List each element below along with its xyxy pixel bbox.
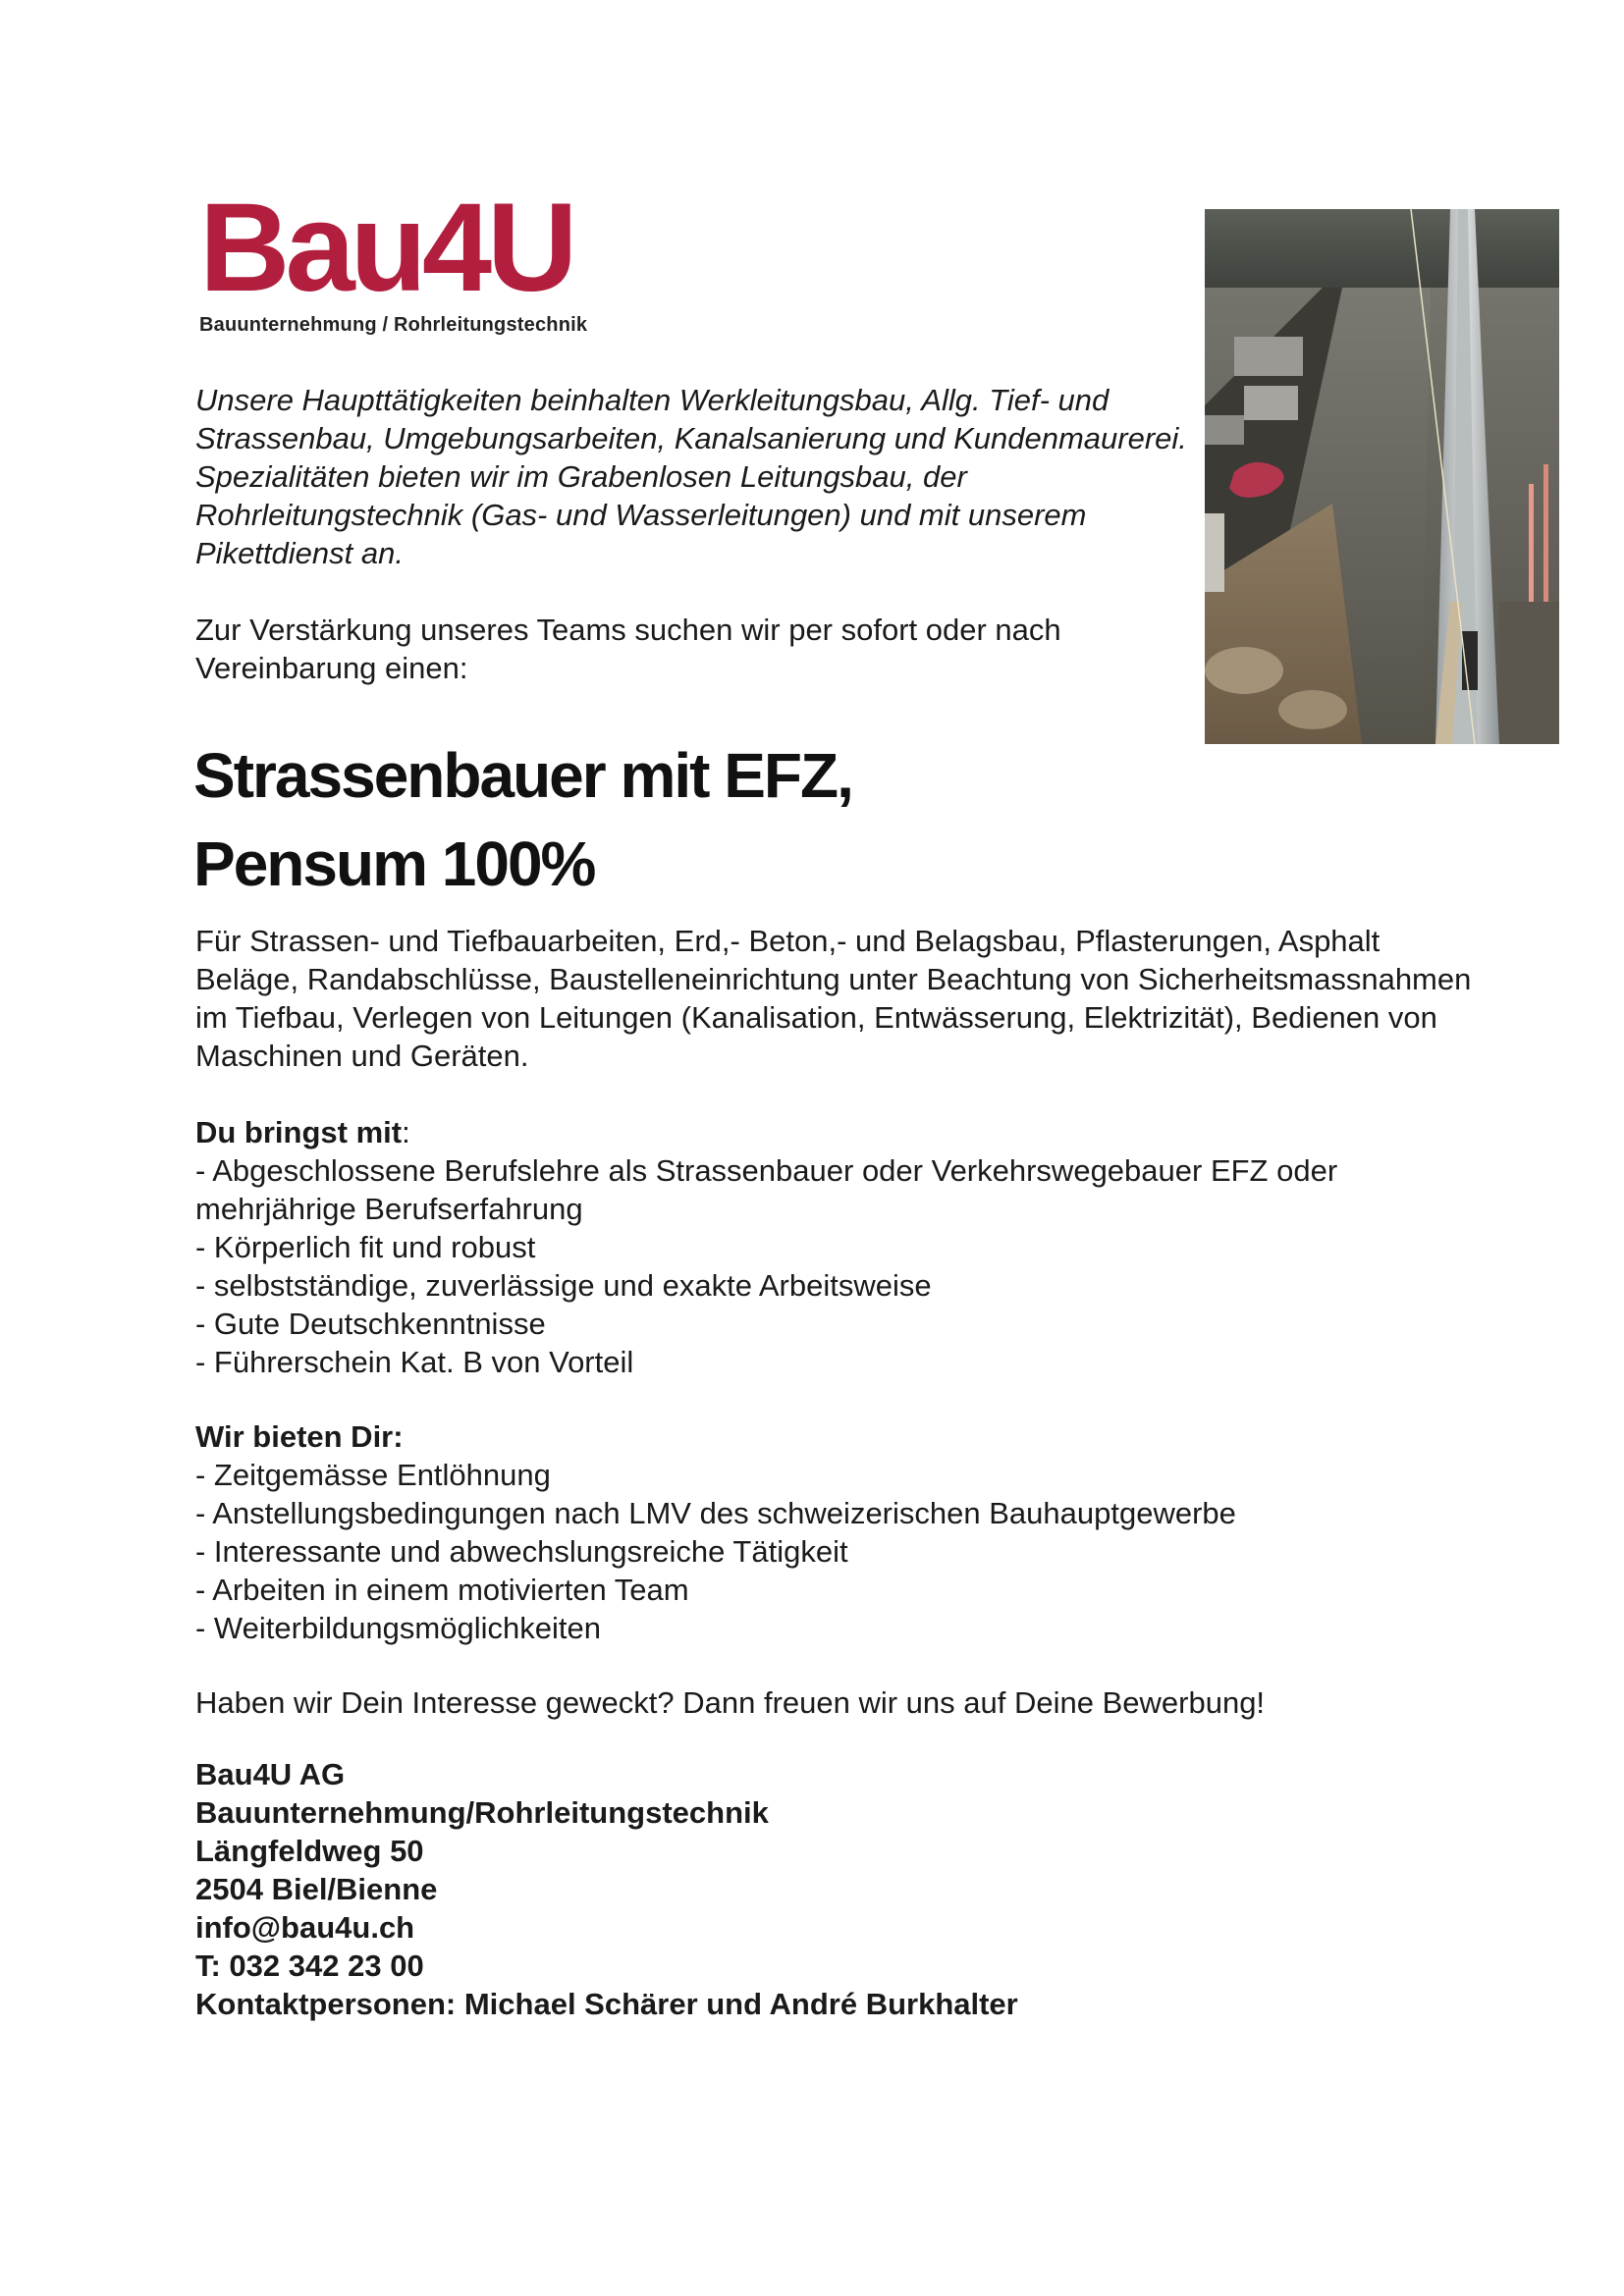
contact-street: Längfeldweg 50 (195, 1834, 424, 1868)
contact-block (195, 1755, 1472, 2023)
offer-list (195, 1456, 1472, 1647)
list-item: - Interessante und abwechslungsreiche Tätigkeit (195, 1534, 848, 1569)
construction-site-photo (1205, 209, 1559, 744)
company-logo (199, 178, 641, 337)
closing-text: Haben wir Dein Interesse geweckt? Dann freuen wir uns auf Deine Bewerbung! (195, 1685, 1266, 1720)
hiring-call: Zur Verstärkung unseres Teams suchen wir per sofort oder nach Vereinbarung einen: (195, 613, 1061, 685)
contact-company: Bau4U AG (195, 1757, 346, 1791)
list-item: - selbstständige, zuverlässige und exakte Arbeitsweise (195, 1268, 932, 1303)
job-title (193, 731, 1470, 908)
offer-section (195, 1417, 1472, 1647)
logo-wordmark: Bau4U (199, 178, 573, 318)
list-item: - Führerschein Kat. B von Vorteil (195, 1345, 634, 1379)
contact-division: Bauunternehmung/Rohrleitungstechnik (195, 1795, 769, 1830)
requirements-list (195, 1151, 1472, 1381)
logo-tagline: Bauunternehmung / Rohrleitungstechnik (199, 314, 588, 336)
contact-persons: Kontaktpersonen: Michael Schärer und André Burkhalter (195, 1987, 1018, 2021)
list-item: - Zeitgemässe Entlöhnung (195, 1458, 551, 1492)
list-item: - Abgeschlossene Berufslehre als Strassenbauer oder Verkehrswegebauer EFZ oder mehrjährige Berufserfahrung (195, 1153, 1338, 1226)
contact-email-link[interactable]: info@bau4u.ch (195, 1910, 415, 1945)
list-item: - Arbeiten in einem motivierten Team (195, 1573, 689, 1607)
requirements-colon: : (402, 1115, 410, 1149)
requirements-heading: Du bringst mit (195, 1115, 403, 1149)
list-item: - Körperlich fit und robust (195, 1230, 536, 1264)
company-intro: Unsere Haupttätigkeiten beinhalten Werkleitungsbau, Allg. Tief- und Strassenbau, Umgebungsarbeiten, Kanalsanierung und Kundenmaurerei. Spezialitäten bieten wir im Grabenlosen Leitungsbau, der Rohrleitungstechnik (Gas- und Wasserleitungen) und mit unserem Pikettdienst an. (195, 383, 1187, 570)
offer-heading: Wir bieten Dir: (195, 1419, 404, 1454)
job-description: Für Strassen- und Tiefbauarbeiten, Erd,- Beton,- und Belagsbau, Pflasterungen, Asphalt Beläge, Randabschlüsse, Baustelleneinrichtung unter Beachtung von Sicherheitsmassnahmen im Tiefbau, Verlegen von Leitungen (Kanalisation, Entwässerung, Elektrizität), Bedienen von Maschinen und Geräten. (195, 924, 1472, 1073)
requirements-section (195, 1113, 1472, 1381)
contact-city: 2504 Biel/Bienne (195, 1872, 438, 1906)
list-item: - Weiterbildungsmöglichkeiten (195, 1611, 601, 1645)
job-title-line1: Strassenbauer mit EFZ, (193, 740, 852, 811)
list-item: - Gute Deutschkenntnisse (195, 1307, 546, 1341)
job-title-line2: Pensum 100% (193, 828, 595, 899)
list-item: - Anstellungsbedingungen nach LMV des schweizerischen Bauhauptgewerbe (195, 1496, 1236, 1530)
contact-phone: T: 032 342 23 00 (195, 1949, 424, 1983)
